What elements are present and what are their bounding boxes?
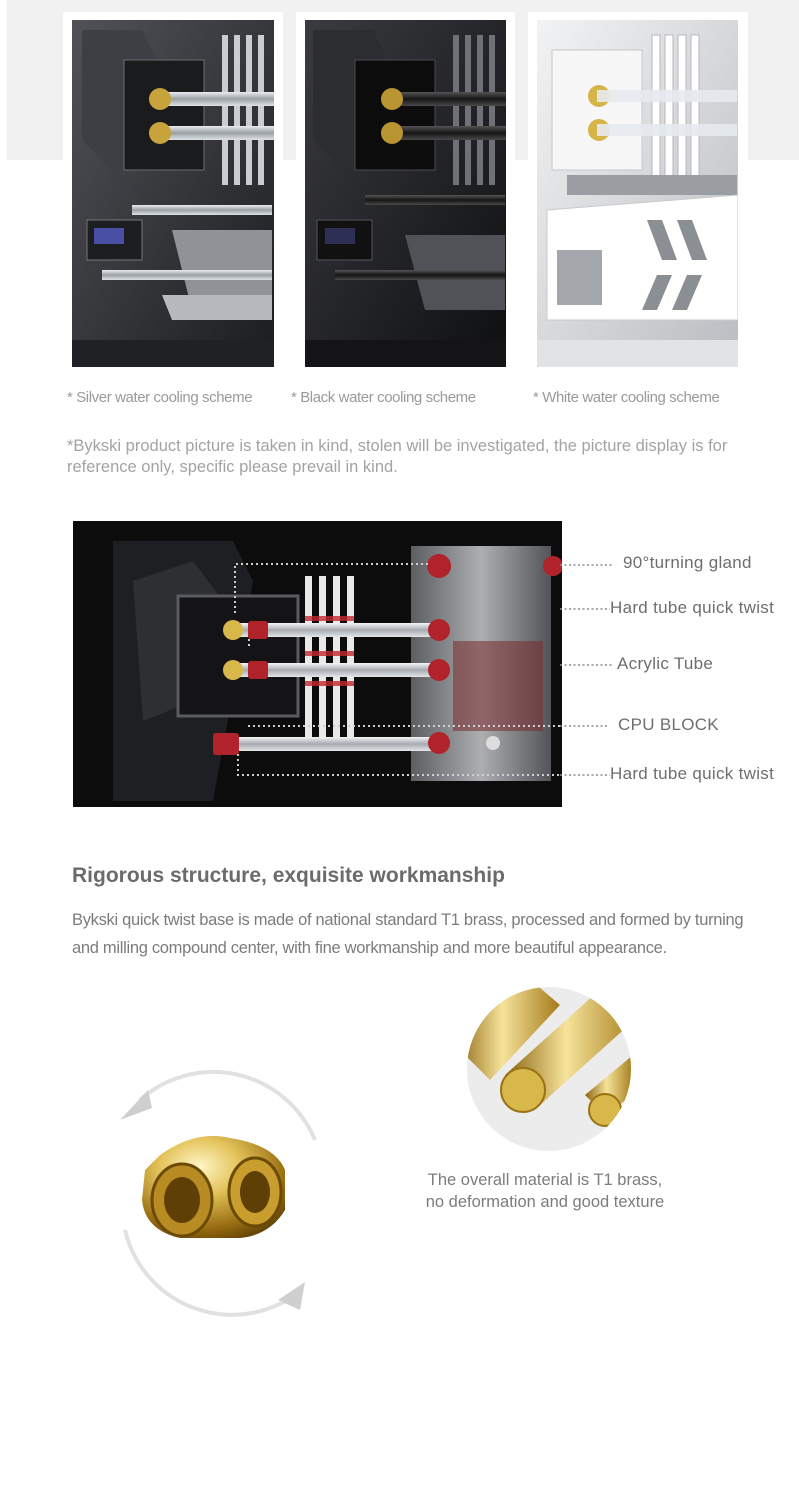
- material-caption: [400, 1169, 690, 1213]
- disclaimer-text: *Bykski product picture is taken in kind, stolen will be investigated, the picture display is for reference only, specific please prevail in kind.: [67, 437, 728, 476]
- white-scheme-photo: [537, 20, 738, 367]
- white-scheme-caption: * White water cooling scheme: [533, 389, 720, 406]
- water-cooling-setup-photo: [73, 521, 562, 807]
- material-caption-line2: no deformation and good texture: [425, 1193, 665, 1211]
- callout-leaders: [560, 550, 620, 790]
- elbow-fitting-icon: [142, 1136, 285, 1238]
- callout-quick-twist-bottom: Hard tube quick twist: [610, 764, 775, 783]
- material-caption-line1: The overall material is T1 brass,: [427, 1171, 663, 1189]
- black-scheme-photo: [305, 20, 506, 367]
- silver-scheme-photo: [72, 20, 274, 367]
- silver-scheme-card: [63, 12, 283, 375]
- black-scheme-caption: * Black water cooling scheme: [291, 389, 476, 406]
- brass-elbow-fitting: [100, 1060, 340, 1340]
- callout-turning-gland: 90°turning gland: [623, 553, 752, 572]
- section-body: Bykski quick twist base is made of national standard T1 brass, processed and formed by turning and milling compound center, with fine workmanship and more beautiful appearance.: [72, 911, 744, 957]
- brass-rods-image: [465, 985, 633, 1153]
- setup-illustration: [73, 521, 562, 807]
- black-scheme-card: [296, 12, 515, 375]
- callout-quick-twist-top: Hard tube quick twist: [610, 598, 775, 617]
- callout-acrylic-tube: Acrylic Tube: [617, 654, 714, 673]
- section-title: Rigorous structure, exquisite workmanship: [72, 864, 505, 887]
- callout-cpu-block: CPU BLOCK: [618, 715, 719, 734]
- silver-scheme-caption: * Silver water cooling scheme: [67, 389, 253, 406]
- white-scheme-card: [528, 12, 748, 375]
